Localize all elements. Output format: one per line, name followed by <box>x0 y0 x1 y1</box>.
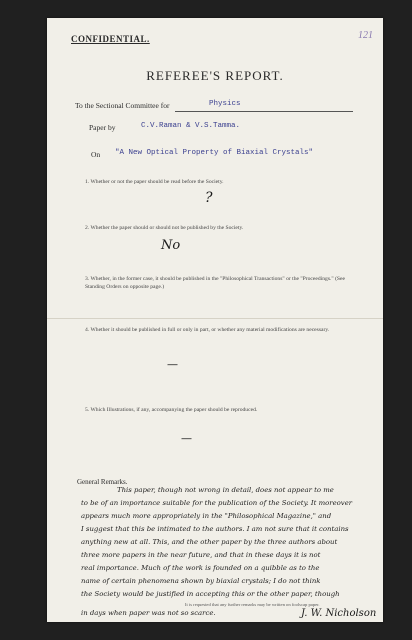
remarks-line-1: This paper, though not wrong in detail, does not appear to me <box>117 486 334 494</box>
remarks-line-2: to be of an importance suitable for the publication of the Society. It moreover <box>81 499 353 507</box>
question-3: 3. Whether, in the former case, it should be published in the "Philosophical Transactions" or the "Proceedings." (See Standing Orders on opposite page.) <box>85 276 346 290</box>
remarks-line-9: the Society would be justified in accepting this or the other paper, though <box>81 590 340 598</box>
fold-line <box>47 318 383 319</box>
question-5: 5. Which Illustrations, if any, accompanying the paper should be reproduced. <box>85 407 258 413</box>
committee-label: To the Sectional Committee for <box>75 101 170 110</box>
page-number: 121 <box>358 30 373 41</box>
remarks-line-4: I suggest that this be intimated to the authors. I am not sure that it contains <box>81 525 349 533</box>
question-1: 1. Whether or not the paper should be read before the Society. <box>85 179 224 185</box>
signature: J. W. Nicholson <box>301 608 377 619</box>
remarks-line-3: appears much more appropriately in the "Philosophical Magazine," and <box>81 512 332 520</box>
paper-authors: C.V.Raman & V.S.Tamma. <box>141 122 241 130</box>
committee-rule <box>175 111 353 112</box>
paper-label: Paper by <box>89 123 116 132</box>
footnote: It is requested that any further remarks may be written on foolscap paper. <box>185 602 320 607</box>
answer-5: — <box>181 432 192 445</box>
remarks-line-7: real importance. Much of the work is founded on a quibble as to the <box>81 564 320 572</box>
paper-title: "A New Optical Property of Biaxial Crystals" <box>115 149 314 157</box>
remarks-line-10: in days when paper was not so scarce. <box>81 609 216 617</box>
general-remarks-label: General Remarks. <box>77 478 128 486</box>
answer-1: ? <box>205 190 213 206</box>
on-label: On <box>91 150 101 159</box>
answer-2: No <box>161 238 181 253</box>
question-4: 4. Whether it should be published in full or only in part, or whether any material modifications are necessary. <box>85 327 330 333</box>
remarks-line-8: name of certain phenomena shown by biaxial crystals; I do not think <box>81 577 321 585</box>
remarks-line-6: three more papers in the near future, and that in these days it is not <box>81 551 321 559</box>
committee-value: Physics <box>209 100 241 108</box>
confidential-heading: CONFIDENTIAL. <box>71 34 150 44</box>
report-page <box>47 18 383 622</box>
remarks-line-5: anything new at all. This, and the other paper by the three authors about <box>81 538 338 546</box>
answer-4: — <box>167 358 178 371</box>
page-title: REFEREE'S REPORT. <box>146 68 284 83</box>
question-2: 2. Whether the paper should or should not be published by the Society. <box>85 225 244 231</box>
